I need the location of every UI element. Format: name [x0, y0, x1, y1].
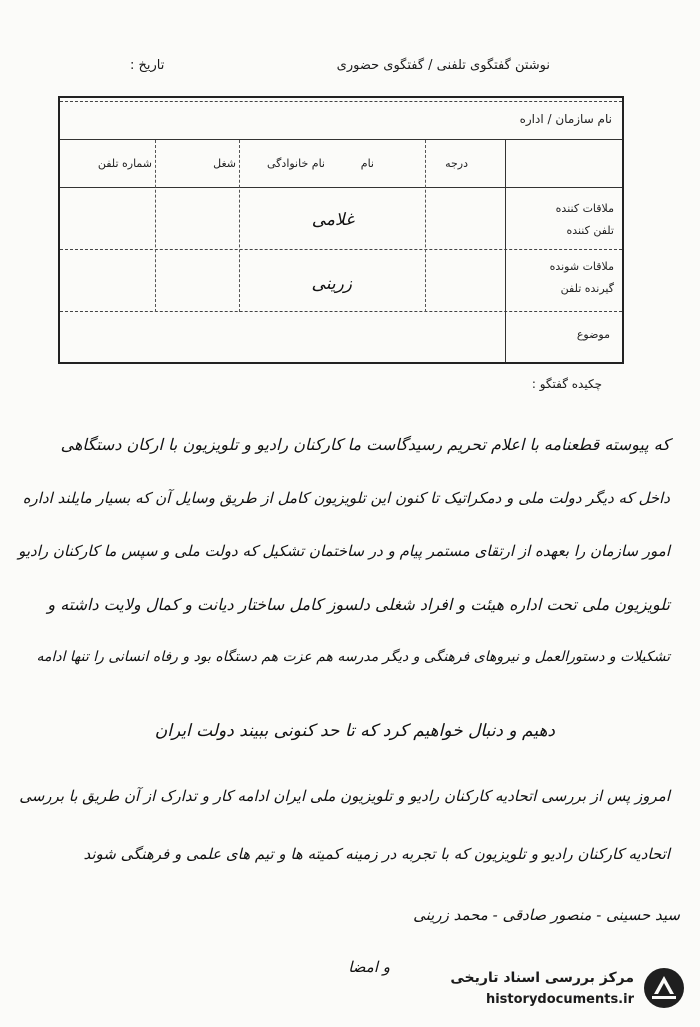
surname-header: نام خانوادگی	[267, 157, 325, 170]
rank-header: درجه	[445, 157, 468, 170]
name-header: نام	[360, 157, 374, 170]
called-label-receiver: گیرنده تلفن	[560, 282, 614, 295]
archive-watermark	[410, 960, 690, 1020]
signature-names: سید حسینی - منصور صادقی - محمد زرینی	[413, 906, 680, 924]
record-table	[58, 96, 624, 364]
body-line: تشکیلات و دستورالعمل و نیروهای فرهنگی و دیگر مدرسه هم عزت هم دستگاه بود و رفاه انسانی را تنها ادامه	[36, 649, 670, 665]
body-line: که پیوسته قطعنامه با اعلام تحریم رسیدگاست ما کارکنان رادیو و تلویزیون با ارکان دستگاهی	[60, 435, 670, 454]
phone-header: شماره تلفن	[97, 157, 152, 170]
caller-label-phone: تلفن کننده	[566, 224, 614, 237]
body-line: تلویزیون ملی تحت اداره هیئت و افراد شغلی دلسوز کامل ساختار دیانت و کمال ولایت داشته و	[47, 595, 670, 614]
subject-label: موضوع	[576, 328, 610, 341]
body-line: داخل که دیگر دولت ملی و دمکراتیک تا کنون این تلویزیون کامل از طریق وسایل آن که بسیار مایلند اداره	[22, 489, 670, 507]
column-header-row	[60, 140, 622, 188]
body-line: امروز پس از بررسی اتحادیه کارکنان رادیو و تلویزیون ملی ایران ادامه کار و تدارک از آن طریق با بررسی	[19, 787, 670, 805]
job-header: شغل	[213, 157, 236, 170]
column-divider	[239, 140, 240, 312]
closing-mark: و امضا	[348, 958, 390, 976]
date-label: تاریخ :	[130, 58, 165, 73]
body-line: دهیم و دنبال خواهیم کرد که تا حد کنونی ببیند دولت ایران	[154, 721, 555, 741]
body-line: اتحادیه کارکنان رادیو و تلویزیون که با تجربه در زمینه کمیته ها و تیم های علمی و فرهنگی شوند	[83, 845, 670, 863]
archive-url: historydocuments.ir	[485, 992, 634, 1007]
subject-row	[60, 312, 622, 362]
archive-name: مرکز بررسی اسناد تاریخی	[450, 970, 634, 986]
called-surname: زرینی	[311, 274, 352, 294]
form-header	[130, 58, 550, 82]
form-title: نوشتن گفتگوی تلفنی / گفتگوی حضوری	[336, 58, 550, 73]
called-row	[60, 250, 622, 312]
conversation-summary-label: چکیده گفتگو :	[531, 377, 602, 391]
caller-row	[60, 188, 622, 250]
archive-logo-icon	[642, 966, 686, 1010]
column-divider	[505, 140, 506, 362]
caller-surname: غلامی	[311, 210, 354, 230]
body-line: امور سازمان را بعهده از ارتقای مستمر پیام و در ساختمان تشکیل که دولت ملی و سپس ما کارکنان رادیو	[18, 542, 670, 560]
organization-label: نام سازمان / اداره	[519, 112, 612, 126]
called-label-visited: ملاقات شونده	[549, 260, 614, 273]
caller-label-visitor: ملاقات کننده	[555, 202, 614, 215]
column-divider	[425, 140, 426, 312]
column-divider	[155, 140, 156, 312]
organization-row	[60, 98, 622, 140]
